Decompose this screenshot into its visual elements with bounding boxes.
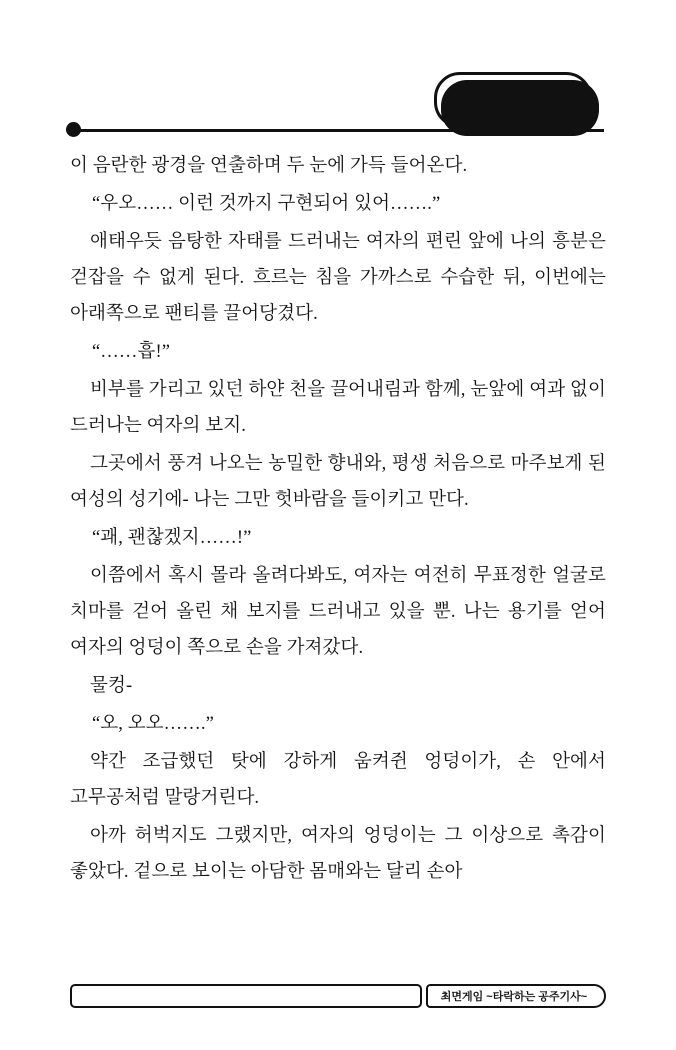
footer-bar: [70, 984, 422, 1008]
page-body-text: [70, 148, 606, 892]
header-dot: [66, 122, 81, 137]
body-paragraph: “괘, 괜찮겠지……!”: [92, 528, 252, 548]
page-number: 69: [487, 79, 539, 119]
body-paragraph: 이 음란한 광경을 연출하며 두 눈에 가득 들어온다.: [70, 156, 468, 176]
footer-title-label: 최면게임 ~타락하는 공주기사~: [440, 991, 588, 1003]
page-number-badge: [434, 72, 592, 128]
body-paragraph: 비부를 가리고 있던 하얀 천을 끌어내림과 함께, 눈앞에 여과 없이 드러나는 여자의 보지.: [70, 380, 606, 436]
body-paragraph: 물컹-: [90, 676, 133, 696]
body-paragraph: 이쯤에서 혹시 몰라 올려다봐도, 여자는 여전히 무표정한 얼굴로 치마를 걷어 올린 채 보지를 드러내고 있을 뿐. 나는 용기를 얻어 여자의 엉덩이 쪽으로 손을 가져갔다.: [70, 566, 606, 658]
body-paragraph: 그곳에서 풍겨 나오는 농밀한 향내와, 평생 처음으로 마주보게 된 여성의 성기에- 나는 그만 헛바람을 들이키고 만다.: [70, 454, 606, 510]
body-paragraph: 애태우듯 음탕한 자태를 드러내는 여자의 편린 앞에 나의 흥분은 걷잡을 수 없게 된다. 흐르는 침을 가까스로 수습한 뒤, 이번에는 아래쪽으로 팬티를 끌어당겼다.: [70, 232, 606, 324]
page-header: [0, 72, 676, 142]
page-footer: [70, 984, 606, 1010]
footer-title-tag: [426, 984, 606, 1008]
body-paragraph: 아까 허벅지도 그랬지만, 여자의 엉덩이는 그 이상으로 촉감이 좋았다. 겉으로 보이는 아담한 몸매와는 달리 손아: [70, 826, 606, 882]
body-paragraph: 약간 조급했던 탓에 강하게 움켜쥔 엉덩이가, 손 안에서 고무공처럼 말랑거린다.: [70, 752, 606, 808]
body-paragraph: “우오…… 이런 것까지 구현되어 있어…….”: [92, 194, 441, 214]
body-paragraph: “오, 오오…….”: [92, 714, 214, 734]
body-paragraph: “……흡!”: [92, 342, 171, 362]
